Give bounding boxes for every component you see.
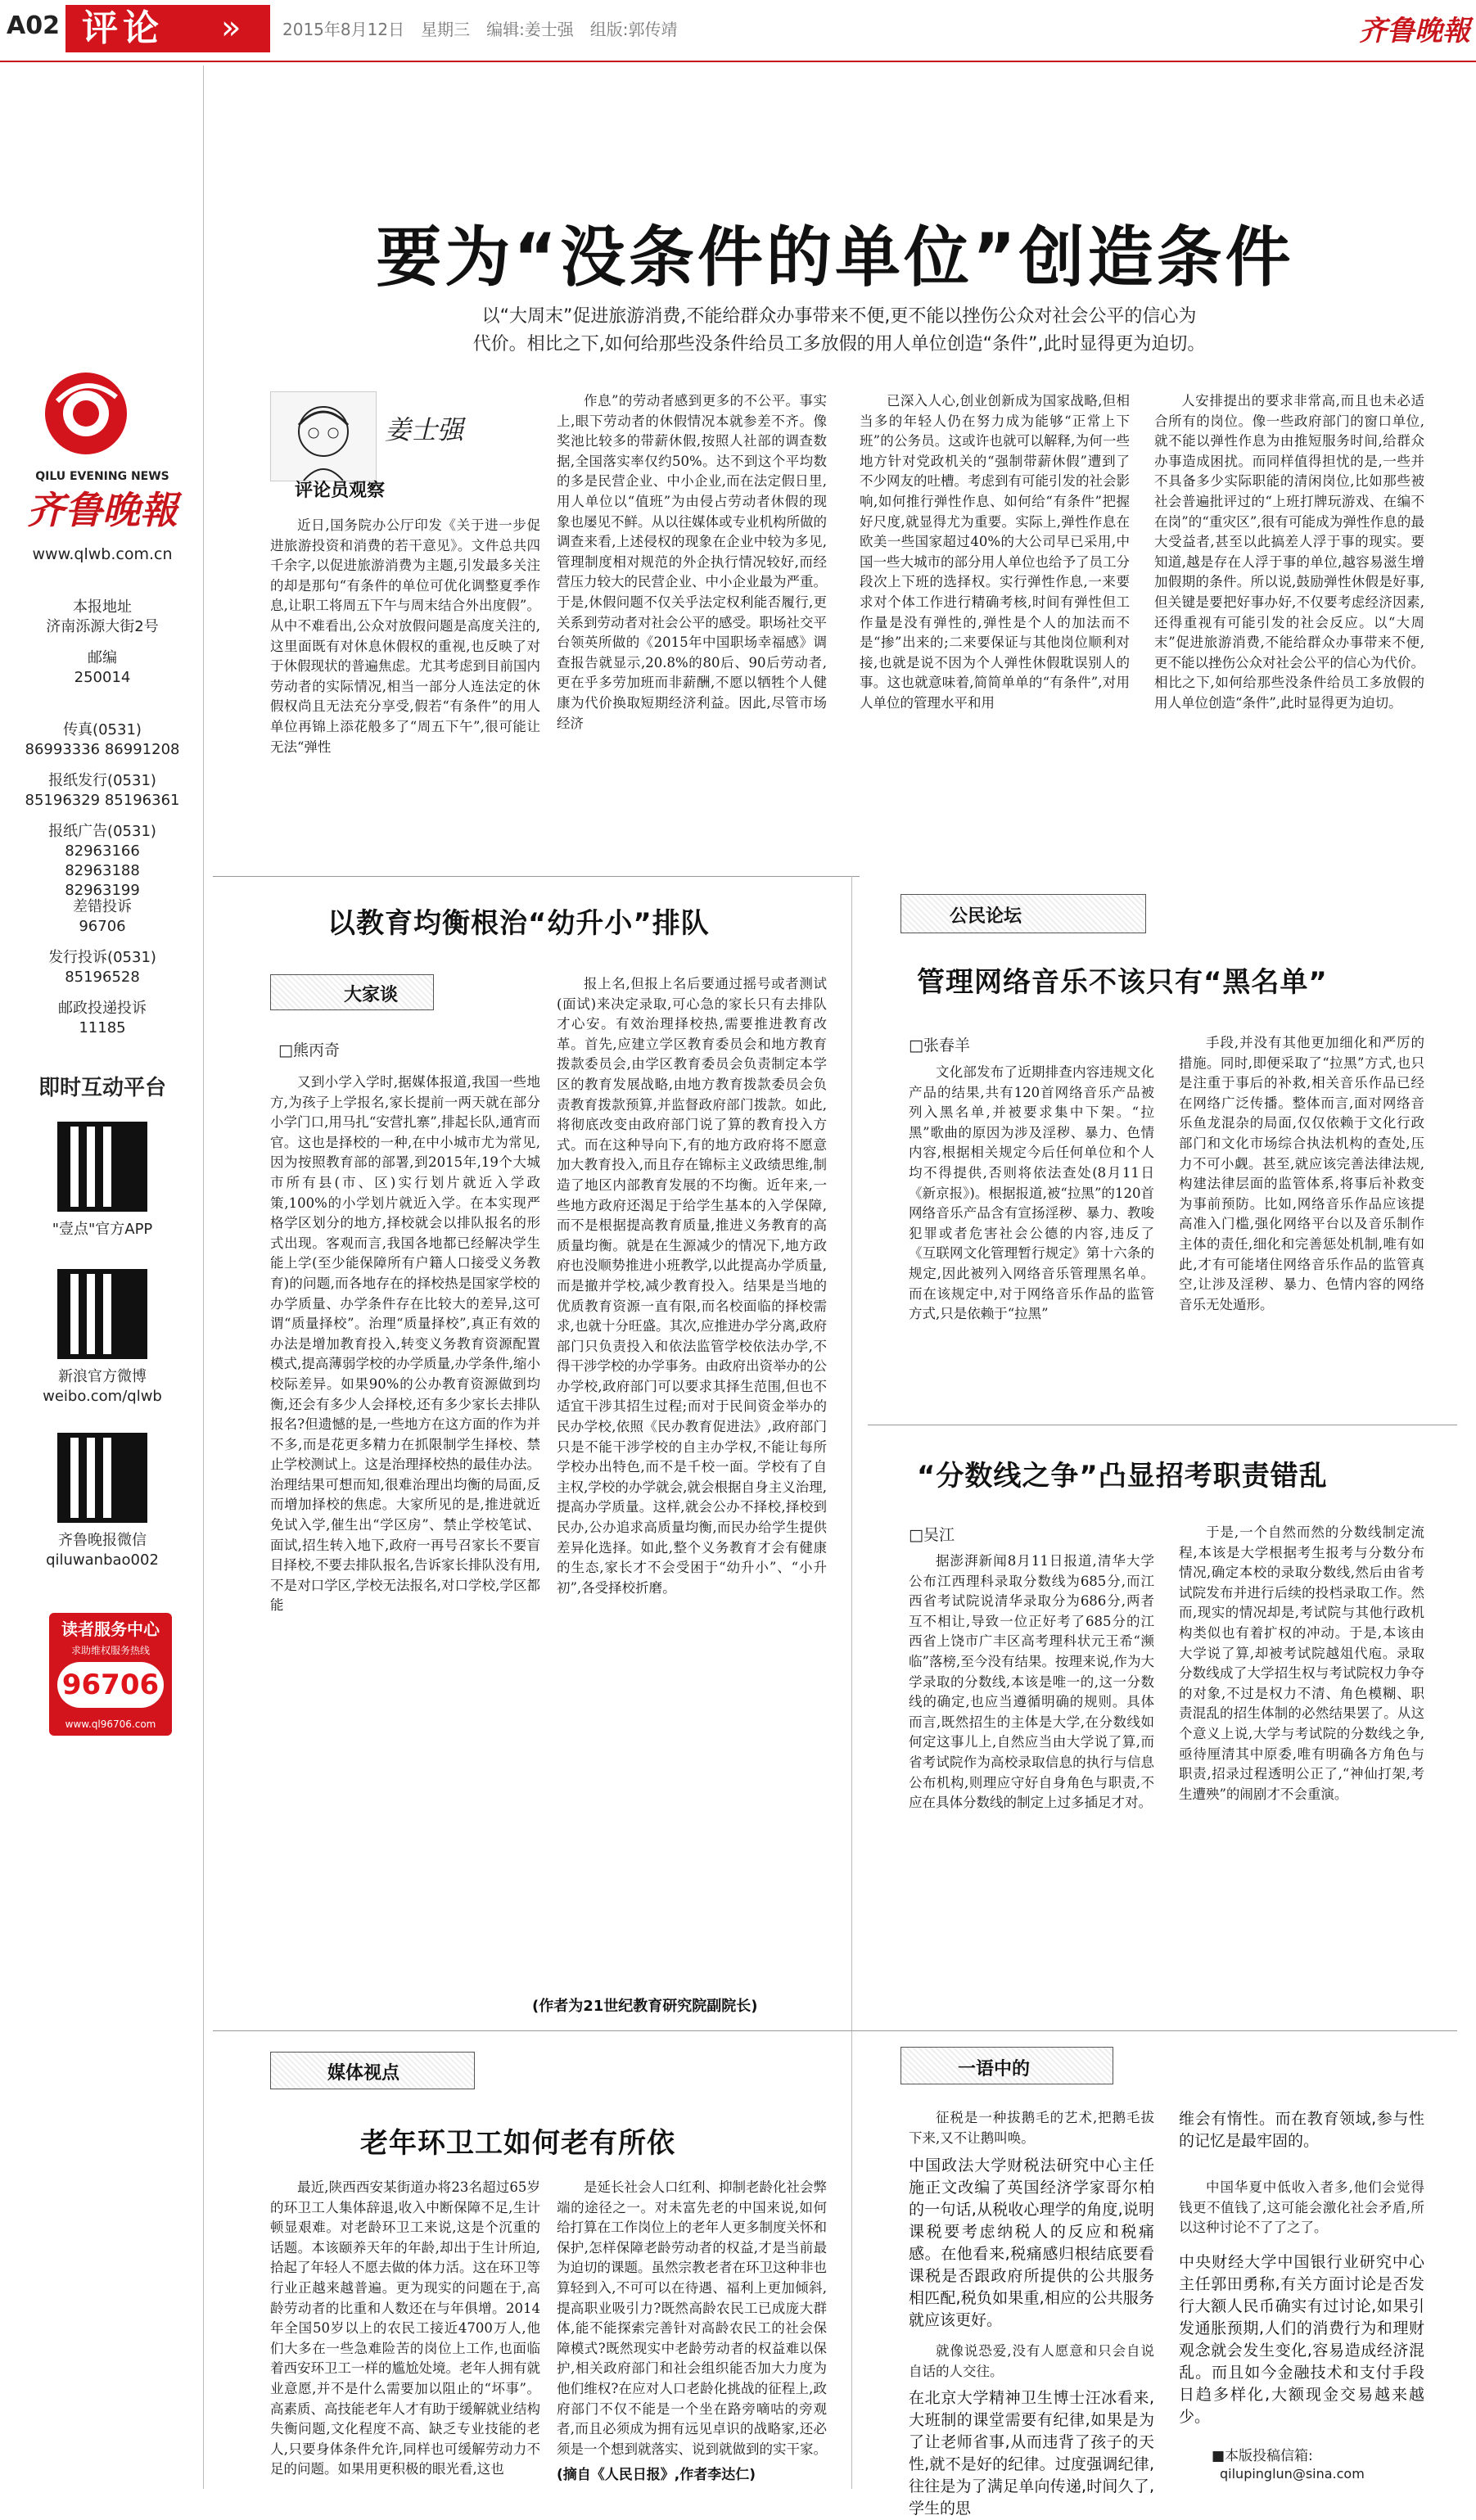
music-body-1: 文化部发布了近期排查内容违规文化产品的结果,共有120首网络音乐产品被列入黑名单,并被要求集中下架。“拉黑”歌曲的原因为涉及淫秽、暴力、色情内容,根据相关规定今后任何单位和个人均不得提供,否则将依法查处(8月11日《新京报》)。根据报道,被“拉黑”的120首网络音乐产品含有宣扬淫秽、暴力、教唆犯罪或者危害社会公德的内容,违反了《互联网文化管理暂行规定》第十六条的规定,因此被列入网络音乐管理黑名单。而在该规定中,对于网络音乐作品的监管方式,只是依赖于“拉黑” xyxy=(909,1064,1154,1322)
music-headline: 管理网络音乐不该只有“黑名单” xyxy=(917,966,1328,999)
issue-meta: 2015年8月12日 星期三 编辑:姜士强 组版:郭传靖 xyxy=(282,20,678,39)
edu-body-1: 又到小学入学时,据媒体报道,我国一些地方,为孩子上学报名,家长提前一两天就在部分小学门口,用马扎“安营扎寨”,排起长队,通宵而官。这也是择校的一种,在中小城市尤为常见,因为按照教育部的部署,到2015年,19个大城市所有县(市、区)实行划片就近入学政策,100%的小学划片就近入学。在本实现严格学区划分的地方,择校就会以排队报名的形式出现。客观而言,我国各地都已经解决学生能上学(至少能保障所有户籍人口接受义务教育)的问题,而各地存在的择校热是国家学校的办学质量、办学条件存在比较大的差异,这可谓“质量择校”。治理“质量择校”,真正有效的办法是增加教育投入,转变义务教育资源配置模式,提高薄弱学校的办学质量,办学条件,缩小校际差异。如果90%的公办教育资源做到均衡,还会有多少人会择校,还有多少家长去排队报名?但遗憾的是,一些地方在这方面的作为并不多,而是花更多精力在抓限制学生择校、禁止学校测试上。这是治理择校热的最佳办法。治理结果可想而知,很难治理出均衡的局面,反而增加择校的焦虑。大家所见的是,推进就近免试入学,催生出“学区房”、禁止学校笔试、面试,招生转入地下,政府一再号召家长不要盲目择校,不要去排队报名,告诉家长排队没有用,不是对口学区,学校无法报名,对口学校,学区都能 xyxy=(270,1074,540,1614)
section-title: 评论 xyxy=(82,7,164,49)
edu-source: (作者为21世纪教育研究院副院长) xyxy=(532,1998,758,2015)
edu-headline: 以教育均衡根治“幼升小”排队 xyxy=(327,907,710,940)
weibo-qr-code[interactable] xyxy=(57,1269,147,1359)
quote-2-explain-cont: 维会有惰性。而在教育领域,参与性的记忆是最牢固的。 xyxy=(1179,2110,1424,2150)
fax-label: 传真(0531) xyxy=(63,721,142,738)
page-header xyxy=(0,0,1476,57)
main-body-3: 已深入人心,创业创新成为国家战略,但相当多的年轻人仍在努力成为能够“正常上下班”的公务员。这或许也就可以解释,为何一些地方针对党政机关的“强制带薪休假”遭到了不少网友的吐槽。考虑到有可能引发的社会影响,如何推行弹性作息、如何给“有条件”把握好尺度,就显得尤为重要。实际上,弹性作息在欧美一些国家超过40%的大公司早已采用,中国一些大城市的部分用人单位也给予了员工分段次上下班的选择权。实行弹性作息,一来要求对个体工作进行精确考核,时间有弹性但工作量是没有弹性的,弹性是个人的加法而不是“掺”出来的;二来要保证与其他岗位顺利对接,也就是说不因为个人弹性休假耽误别人的事。这也就意味着,简简单单的“有条件”,对用人单位的管理水平和用 xyxy=(860,393,1130,711)
quote-2-text: 就像说恐爱,没有人愿意和只会自说自话的人交往。 xyxy=(909,2343,1154,2379)
service-subtitle: 求助维权服务热线 xyxy=(70,1645,150,1656)
zip-value: 250014 xyxy=(74,669,131,686)
music-body-2: 手段,并没有其他更加细化和严厉的措施。同时,即便采取了“拉黑”方式,也只是注重于事后的补救,相关音乐作品已经在网络广泛传播。整体而言,面对网络音乐鱼龙混杂的局面,仅仅依赖于文化行政部门和文化市场综合执法机构的查处,压力不可小觑。甚至,就应该完善法律法规,构建法律层面的监管体系,将事后补救变为事前预防。比如,网络音乐作品应该提高准入门槛,强化网络平台以及音乐制作主体的责任,细化和完善惩处机制,唯有如此,才有可能堵住网络音乐作品的监管真空,让涉及淫秽、暴力、色情内容的网络音乐无处遁形。 xyxy=(1179,1035,1424,1312)
sidebar-divider xyxy=(203,65,204,2489)
app-qr-code[interactable] xyxy=(57,1122,147,1212)
edu-tag: 大家谈 xyxy=(344,985,399,1005)
weibo-label: 新浪官方微博 xyxy=(58,1368,147,1385)
contact-label: ■本版投稿信箱: xyxy=(1212,2448,1313,2464)
service-badge xyxy=(49,1613,172,1736)
page-number: A02 xyxy=(7,11,60,40)
address-label: 本报地址 xyxy=(73,598,132,616)
paper-english-name: QILU EVENING NEWS xyxy=(35,470,169,483)
exam-body-2: 于是,一个自然而然的分数线制定流程,本该是大学根据考生报考与分数分布情况,确定本校的录取分数线,然后由省考试院发布并进行后续的投档录取工作。然而,现实的情况却是,考试院与其他行政机构类似也有着扩权的冲动。于是,本该由大学说了算,却被考试院越俎代庖。录取分数线成了大学招生权与考试院权力争夺的对象,不过是权力不清、角色模糊、职责混乱的招生体制的必然结果罢了。从这个意义上说,大学与考试院的分数线之争,亟待厘清其中原委,唯有明确各方角色与职责,招录过程透明公正了,“神仙打架,考生遭殃”的闹剧才不会重演。 xyxy=(1179,1524,1424,1802)
elder-body-2: 是延长社会人口红利、抑制老龄化社会弊端的途径之一。对未富先老的中国来说,如何给打算在工作岗位上的老年人更多制度关怀和保护,怎样保障老龄劳动者的权益,才是当前最为迫切的课题。虽然宗教老者在环卫这种非也算轻到入,不可可以在待遇、福利上更加倾斜,提高职业吸引力?既然高龄农民工已成庞大群体,能不能探索完善针对高龄农民工的社会保障模式?既然现实中老龄劳动者的权益难以保护,相关政府部门和社会组织能否加大力度为他们维权?在应对人口老龄化挑战的征程上,政府部门不仅不能是一个坐在路旁嘀咕的旁观者,而且必须成为拥有远见卓识的战略家,还必须是一个想到就落实、说到就做到的实干家。 xyxy=(557,2179,827,2457)
ad-label: 报纸广告(0531) xyxy=(48,823,156,840)
zip-label: 邮编 xyxy=(88,649,117,666)
exam-body-1: 据澎湃新闻8月11日报道,清华大学公布江西理科录取分数线为685分,而江西省考试院说清华录取分为686分,两者互不相让,导致一位正好考了685分的江西省上饶市广丰区高考理科状元王希“濒临”落榜,至今没有结果。按理来说,作为大学录取的分数线,本该是唯一的,这一分数线的确定,也应当遵循明确的规则。具体而言,既然招生的主体是大学,在分数线如何定这事儿上,自然应当由大学说了算,而省考试院作为高校录取信息的执行与信息公布机构,则理应守好自身角色与职责,不应在具体分数线的制定上过多插足才对。 xyxy=(909,1553,1154,1811)
exam-column-2 xyxy=(1179,1523,1424,2006)
paper-url[interactable]: www.qlwb.com.cn xyxy=(32,545,173,563)
elder-column-2 xyxy=(557,2178,827,2456)
double-arrow-icon: » xyxy=(221,9,241,47)
distribution-value: 85196329 85196361 xyxy=(25,792,180,809)
quote-1-text: 征税是一种拔鹅毛的艺术,把鹅毛拔下来,又不让鹅叫唤。 xyxy=(909,2110,1154,2146)
main-lead-line-2: 代价。相比之下,如何给那些没条件给员工多放假的用人单位创造“条件”,此时显得更为迫切。 xyxy=(472,334,1206,355)
columnist-portrait xyxy=(270,391,377,481)
app-label: "壹点"官方APP xyxy=(52,1221,153,1238)
portrait-sketch-icon xyxy=(271,392,376,481)
music-tag: 公民论坛 xyxy=(950,906,1022,927)
main-body-4: 人安排提出的要求非常高,而且也未必适合所有的岗位。像一些政府部门的窗口单位,就不能以弹性作息为由推短服务时间,给群众办事造成困扰。而同样值得担忧的是,一些并不具备多少实际职能的清闲岗位,比如那些被社会普遍批评过的“上班打牌玩游戏、在编不在岗”的“重灾区”,很有可能成为弹性作息的最大受益者,甚至以此搞差人浮于事的现实。要知道,越是存在人浮于事的单位,越容易滋生增加假期的条件。所以说,鼓励弹性休假是好事,但关键是要把好事办好,不仅要考虑经济因素,还得重视有可能引发的社会反应。以“大周末”促进旅游消费,不能给群众办事带来不便,更不能以挫伤公众对社会公平的信心为代价。相比之下,如何给那些没条件给员工多放假的用人单位创造“条件”,此时显得更为迫切。 xyxy=(1154,393,1424,711)
elder-column-1 xyxy=(270,2178,540,2481)
wechat-label: 齐鲁晚报微信 xyxy=(58,1532,147,1549)
service-title: 读者服务中心 xyxy=(61,1619,160,1639)
music-column-1 xyxy=(909,1063,1154,1407)
ad-value: 82963166 82963188 82963199 xyxy=(65,842,140,899)
columnist-signature: 姜士强 xyxy=(385,414,464,445)
music-column-2 xyxy=(1179,1033,1424,1410)
wechat-qr-code[interactable] xyxy=(57,1433,147,1523)
quote-1 xyxy=(909,2108,1154,2151)
music-tag-box xyxy=(900,894,1146,933)
quote-tag: 一语中的 xyxy=(958,2059,1031,2080)
column-divider-mid xyxy=(851,876,852,2039)
quote-2-explain: 在北京大学精神卫生博士汪冰看来,大班制的课堂需要有纪律,如果是为了让老师省事,从而违背了孩子的天性,就不是好的纪律。过度强调纪律,往往是为了满足单向传递,时间久了,学生的思 xyxy=(909,2389,1154,2518)
main-column-4 xyxy=(1154,391,1424,866)
main-lead-line-1: 以“大周末”促进旅游消费,不能给群众办事带来不便,更不能以挫伤公众对社会公平的信心为 xyxy=(481,306,1197,327)
delivery-complaint-value: 85196528 xyxy=(65,969,140,986)
distribution-label: 报纸发行(0531) xyxy=(48,772,156,789)
main-column-2 xyxy=(557,391,827,866)
main-column-3 xyxy=(860,391,1130,866)
sidebar xyxy=(0,65,205,2497)
section-divider-edu xyxy=(213,876,860,877)
newspaper-emblem-icon xyxy=(41,368,131,458)
main-body-2: 作息”的劳动者感到更多的不公平。事实上,眼下劳动者的休假情况本就参差不齐。像奖池比较多的带薪休假,按照人社部的调查数据,全国落实率仅约50%。达不到这个平均数的多是民营企业、中小企业,而在法定假日里,用人单位以“值班”为由侵占劳动者休假的现象也屡见不鲜。从以往媒体或专业机构所做的调查来看,上述侵权的现象在企业中较为多见,管理制度相对规范的外企执行情况较好,而经营压力较大的民营企业、中小企业最为严重。于是,休假问题不仅关乎法定权利能否履行,更关系到劳动者对社会公平的感受。职场社交平台领英所做的《2015年中国职场幸福感》调查报告就显示,20.8%的80后、90后劳动者,更在乎多劳加班而非薪酬,不愿以牺牲个人健康为代价换取短期经济利益。因此,尽管市场经济 xyxy=(557,393,827,731)
contact-email[interactable]: qilupinglun@sina.com xyxy=(1220,2466,1365,2482)
wechat-id: qiluwanbao002 xyxy=(46,1551,159,1569)
quote-1-explain: 中国政法大学财税法研究中心主任施正文改编了英国经济学家哥尔柏的一句话,从税收心理学的角度,说明课税要考虑纳税人的反应和税痛感。在他看来,税痛感归根结底要看课税是否跟政府所提供的公共服务相匹配,税负如果重,相应的公共服务就应该更好。 xyxy=(909,2156,1154,2329)
error-complaint-value: 96706 xyxy=(79,918,126,935)
section-divider-bottom xyxy=(213,2030,1457,2031)
quote-2 xyxy=(909,2342,1154,2384)
service-url[interactable]: www.ql96706.com xyxy=(65,1718,156,1730)
music-author: □张春羊 xyxy=(909,1036,970,1055)
column-tag: 评论员观察 xyxy=(295,481,386,501)
quote-3-explain: 中央财经大学中国银行业研究中心主任郭田勇称,有关方面讨论是否发行大额人民币确实有过讨论,如果引发通胀预期,人们的消费行为和理财观念就会发生变化,容易造成经济混乱。而且如今金融技术和支付手段日趋多样化,大额现金交易越来越少。 xyxy=(1179,2253,1424,2426)
main-body-1: 近日,国务院办公厅印发《关于进一步促进旅游投资和消费的若干意见》。文件总共四千余字,以促进旅游消费为主题,引发最多关注的却是那句“有条件的单位可优化调整夏季作息,让职工将周五下午与周末结合外出度假”。从中不难看出,公众对放假问题是高度关注的,这里面既有对休息休假权的重视,也反映了对于休假现状的普遍焦虑。尤其考虑到目前国内劳动者的实际情况,相当一部分人连法定的休假权尚且无法充分享受,假若“有条件”的用人单位再锦上添花般多了“周五下午”,很可能让无法“弹性 xyxy=(270,517,540,755)
postal-complaint-label: 邮政投递投诉 xyxy=(58,1000,147,1017)
delivery-complaint-label: 发行投诉(0531) xyxy=(48,949,156,966)
service-phone: 96706 xyxy=(61,1669,160,1701)
main-headline: 要为“没条件的单位”创造条件 xyxy=(376,219,1294,296)
edu-column-2 xyxy=(557,974,827,1989)
postal-complaint-value: 11185 xyxy=(79,1019,126,1036)
exam-column-1 xyxy=(909,1551,1154,2002)
weibo-url: weibo.com/qlwb xyxy=(43,1388,162,1405)
address-value: 济南泺源大街2号 xyxy=(46,618,159,635)
elder-tag: 媒体视点 xyxy=(327,2063,400,2084)
edu-author: □熊丙奇 xyxy=(278,1041,340,1059)
exam-author: □吴江 xyxy=(909,1526,955,1544)
error-complaint-label: 差错投诉 xyxy=(73,898,132,915)
edu-body-2: 报上名,但报上名后要通过摇号或者测试(面试)来决定录取,可心急的家长只有去排队才心安。有效治理择校热,需要推进教育改革。首先,应建立学区教育委员会和地方教育拨款委员会,由学区教育委员会负责制定本学区的教育发展战略,由地方教育拨款委员会负责教育拨款预算,并监督政府部门拨款。如此,将彻底改变由政府部门说了算的教育投入方式。而在这种导向下,有的地方政府将不愿意加大教育投入,而且存在锦标主义政绩思维,制造了地区内部教育发展的不均衡。近年来,一些地方政府还渴足于给学生基本的入学保障,而不是根据提高教育质量,推进义务教育的高质量均衡。就是在生源减少的情况下,地方政府也没顺势推进小班教学,以此提高办学质量,而是撤并学校,减少教育投入。结果是当地的优质教育资源一直有限,而名校面临的择校需求,也就十分旺盛。其次,应推进办学分离,政府部门只负责投入和依法监管学校依法办学,不得干涉学校的办学事务。由政府出资举办的公办学校,政府部门可以要求其择生范围,但也不适宜干涉其招生过程;而对于民间资金举办的民办学校,依照《民办教育促进法》,政府部门只是不能干涉学校的自主办学权,不能让每所学校办出特色,而不是千校一面。学校有了自主权,学校的办学就会,就会根据自身主义治理,提高办学质量。这样,就会公办不择校,择校到民办,公办追求高质量均衡,而民办给学生提供差异化选择。如此,整个义务教育才会有健康的生态,家长才不会受困于“幼升小”、“小升初”,各受择校折磨。 xyxy=(557,976,827,1596)
fax-value: 86993336 86991208 xyxy=(25,741,180,758)
quote-3 xyxy=(1179,2178,1424,2243)
main-column-1 xyxy=(270,516,540,868)
edu-column-1 xyxy=(270,1073,540,2014)
paper-chinese-name: 齐鲁晚報 xyxy=(27,488,178,532)
exam-headline: “分数线之争”凸显招考职责错乱 xyxy=(917,1460,1328,1493)
quote-3-text: 中国华夏中低收入者多,他们会觉得钱更不值钱了,这可能会激化社会矛盾,所以这种讨论不了了之了。 xyxy=(1179,2179,1424,2236)
elder-headline: 老年环卫工如何老有所依 xyxy=(360,2127,675,2160)
masthead-logo: 齐鲁晚報 xyxy=(1359,15,1470,47)
column-divider-bottom xyxy=(851,2039,852,2489)
elder-source: (摘自《人民日报》,作者李达仁) xyxy=(557,2467,756,2483)
elder-body-1: 最近,陕西西安某街道办将23名超过65岁的环卫工人集体辞退,收入中断保障不足,生计顿显艰难。对老龄环卫工来说,这是个沉重的话题。本该颐养天年的年龄,却出于生计所迫,拾起了年轻人不愿去做的体力活。这在环卫等行业正越来越普遍。更为现实的问题在于,高龄劳动者的比重和人数还在与年俱增。2014年全国50岁以上的农民工接近4700万人,他们大多在一些急难险苦的岗位上工作,也面临着西安环卫工一样的尴尬处境。老年人拥有就业意愿,并不是什么需要加以阻止的“坏事”。高素质、高技能老年人才有助于缓解就业结构失衡问题,文化程度不高、缺乏专业技能的老人,只要身体条件允许,同样也可缓解劳动力不足的问题。如果用更积极的眼光看,这也 xyxy=(270,2179,540,2477)
header-rule xyxy=(0,61,1476,62)
interactive-platform-title: 即时互动平台 xyxy=(38,1076,166,1100)
